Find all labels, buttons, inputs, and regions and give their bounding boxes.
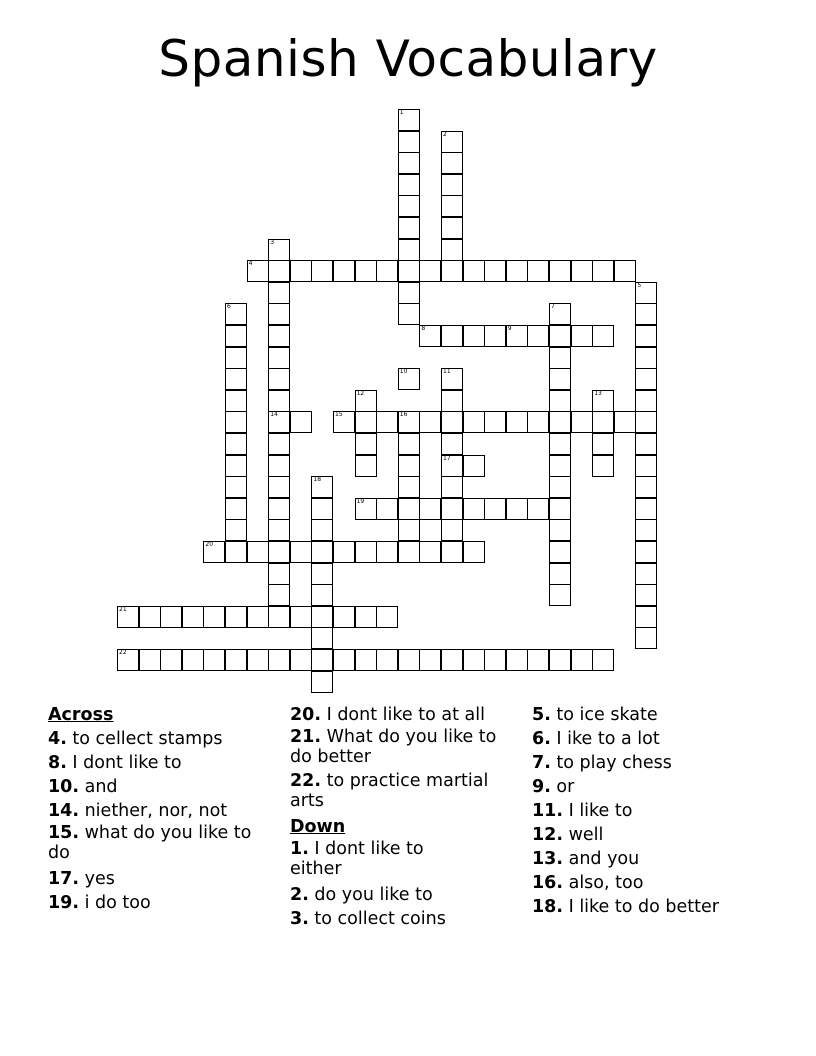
grid-cell[interactable]	[355, 455, 377, 477]
grid-cell[interactable]	[398, 303, 420, 325]
grid-cell-number: 6	[227, 303, 231, 311]
grid-cell-number: 17	[443, 454, 451, 462]
grid-cell[interactable]	[376, 541, 398, 563]
grid-cell[interactable]	[376, 260, 398, 282]
page-title: Spanish Vocabulary	[158, 30, 658, 88]
grid-cell[interactable]	[182, 606, 204, 628]
clue-down-11: 11. I like to	[532, 801, 633, 821]
grid-cell[interactable]	[376, 606, 398, 628]
grid-cell[interactable]	[398, 455, 420, 477]
grid-cell[interactable]	[549, 411, 571, 433]
grid-cell-number: 13	[594, 389, 602, 397]
grid-cell[interactable]	[268, 563, 290, 585]
grid-cell[interactable]	[376, 498, 398, 520]
grid-cell[interactable]	[311, 541, 333, 563]
grid-cell[interactable]	[268, 584, 290, 606]
down-heading: Down	[290, 817, 346, 837]
grid-cell[interactable]	[398, 541, 420, 563]
clue-down-16: 16. also, too	[532, 873, 644, 893]
grid-cell[interactable]	[225, 433, 247, 455]
grid-cell[interactable]	[398, 411, 420, 433]
grid-cell[interactable]	[311, 563, 333, 585]
clue-across-4: 4. to cellect stamps	[48, 729, 223, 749]
grid-cell[interactable]	[225, 390, 247, 412]
grid-cell[interactable]	[290, 260, 312, 282]
grid-cell[interactable]	[333, 606, 355, 628]
grid-cell[interactable]	[549, 390, 571, 412]
grid-cell[interactable]	[441, 260, 463, 282]
grid-cell[interactable]	[398, 368, 420, 390]
grid-cell[interactable]	[376, 411, 398, 433]
grid-cell[interactable]	[527, 260, 549, 282]
grid-cell[interactable]	[398, 195, 420, 217]
grid-cell[interactable]	[355, 541, 377, 563]
grid-cell[interactable]	[441, 541, 463, 563]
grid-cell[interactable]	[635, 498, 657, 520]
grid-cell[interactable]	[592, 455, 614, 477]
grid-cell-number: 11	[443, 368, 451, 376]
grid-cell[interactable]	[441, 498, 463, 520]
grid-cell[interactable]	[441, 476, 463, 498]
grid-cell-number: 5	[637, 281, 642, 289]
grid-cell[interactable]	[268, 519, 290, 541]
grid-cell[interactable]	[635, 303, 657, 325]
grid-cell[interactable]	[549, 303, 571, 325]
grid-cell[interactable]	[333, 649, 355, 671]
grid-cell[interactable]	[117, 649, 139, 671]
grid-cell[interactable]	[268, 541, 290, 563]
grid-cell[interactable]	[592, 390, 614, 412]
grid-cell[interactable]	[225, 411, 247, 433]
grid-cell[interactable]	[463, 498, 485, 520]
grid-cell-number: 4	[248, 260, 253, 268]
grid-cell-number: 18	[313, 476, 322, 484]
clue-across-19: 19. i do too	[48, 893, 151, 913]
grid-cell[interactable]	[268, 239, 290, 261]
grid-cell[interactable]	[225, 476, 247, 498]
grid-cell[interactable]	[311, 498, 333, 520]
grid-cell-number: 15	[335, 411, 343, 419]
grid-cell[interactable]	[225, 368, 247, 390]
grid-cell[interactable]	[441, 152, 463, 174]
clues-column-2	[290, 703, 515, 931]
grid-cell[interactable]	[441, 217, 463, 239]
grid-cell[interactable]	[311, 260, 333, 282]
grid-cell[interactable]	[549, 541, 571, 563]
grid-cell[interactable]	[311, 584, 333, 606]
grid-cell[interactable]	[311, 476, 333, 498]
grid-cell[interactable]	[311, 519, 333, 541]
grid-cell[interactable]	[592, 433, 614, 455]
grid-cell-number: 20	[205, 541, 214, 548]
grid-cell[interactable]	[484, 260, 506, 282]
grid-cell[interactable]	[290, 411, 312, 433]
grid-cell[interactable]	[398, 131, 420, 153]
grid-cell[interactable]	[333, 260, 355, 282]
grid-cell[interactable]	[441, 519, 463, 541]
grid-cell[interactable]	[290, 649, 312, 671]
grid-cell[interactable]	[225, 303, 247, 325]
grid-cell[interactable]	[506, 649, 528, 671]
grid-cell[interactable]	[203, 606, 225, 628]
grid-cell[interactable]	[571, 325, 593, 347]
grid-cell[interactable]	[268, 390, 290, 412]
grid-cell[interactable]	[571, 649, 593, 671]
grid-cell[interactable]	[463, 411, 485, 433]
grid-cell[interactable]	[614, 411, 636, 433]
grid-cell[interactable]	[549, 433, 571, 455]
grid-cell[interactable]	[441, 325, 463, 347]
grid-cell[interactable]	[333, 541, 355, 563]
grid-cell[interactable]	[225, 498, 247, 520]
grid-cell[interactable]	[549, 584, 571, 606]
grid-cell[interactable]	[398, 239, 420, 261]
grid-cell[interactable]	[225, 541, 247, 563]
clues-column-1	[48, 703, 278, 915]
grid-cell[interactable]	[376, 649, 398, 671]
grid-cell[interactable]	[355, 260, 377, 282]
grid-cell[interactable]	[225, 606, 247, 628]
grid-cell[interactable]	[419, 411, 441, 433]
grid-cell[interactable]	[506, 411, 528, 433]
grid-cell[interactable]	[355, 649, 377, 671]
grid-cell[interactable]	[290, 606, 312, 628]
clue-across-20: 20. I dont like to at all	[290, 705, 485, 725]
grid-cell[interactable]	[506, 498, 528, 520]
grid-cell[interactable]	[290, 541, 312, 563]
grid-cell[interactable]	[203, 541, 225, 563]
grid-cell[interactable]	[635, 433, 657, 455]
grid-cell[interactable]	[441, 239, 463, 261]
grid-cell[interactable]	[355, 433, 377, 455]
grid-cell[interactable]	[484, 411, 506, 433]
grid-cell-number: 8	[421, 325, 426, 332]
grid-cell[interactable]	[635, 563, 657, 585]
grid-cell[interactable]	[527, 649, 549, 671]
grid-cell[interactable]	[635, 606, 657, 628]
grid-cell[interactable]	[225, 649, 247, 671]
grid-cell[interactable]	[398, 217, 420, 239]
grid-cell[interactable]	[635, 541, 657, 563]
grid-cell[interactable]	[549, 455, 571, 477]
grid-cell[interactable]	[635, 411, 657, 433]
grid-cell[interactable]	[635, 325, 657, 347]
grid-cell[interactable]	[268, 649, 290, 671]
grid-cell[interactable]	[549, 476, 571, 498]
grid-cell[interactable]	[247, 260, 269, 282]
grid-cell-number: 3	[270, 238, 275, 246]
grid-cell[interactable]	[549, 368, 571, 390]
grid-cell[interactable]	[268, 498, 290, 520]
clue-across-22: 22. to practice martial arts	[290, 771, 489, 811]
grid-cell-number: 1	[399, 109, 404, 116]
grid-cell[interactable]	[268, 347, 290, 369]
grid-cell-number: 7	[551, 303, 555, 311]
grid-cell[interactable]	[398, 498, 420, 520]
clue-down-18: 18. I like to do better	[532, 897, 719, 917]
clue-down-12: 12. well	[532, 825, 604, 845]
grid-cell[interactable]	[268, 325, 290, 347]
grid-cell[interactable]	[635, 368, 657, 390]
grid-cell[interactable]	[333, 411, 355, 433]
grid-cell-number: 21	[119, 605, 127, 613]
grid-cell[interactable]	[441, 433, 463, 455]
grid-cell[interactable]	[247, 649, 269, 671]
grid-cell[interactable]	[311, 671, 333, 693]
grid-cell[interactable]	[506, 325, 528, 347]
grid-cell-number: 16	[399, 411, 408, 419]
grid-cell[interactable]	[441, 649, 463, 671]
grid-cell[interactable]	[268, 476, 290, 498]
grid-cell[interactable]	[441, 368, 463, 390]
clue-across-21: 21. What do you like to do better	[290, 727, 497, 767]
grid-cell[interactable]	[398, 174, 420, 196]
grid-cell-number: 10	[399, 368, 408, 376]
grid-cell[interactable]	[635, 455, 657, 477]
grid-cell-number: 9	[507, 325, 512, 332]
grid-cell[interactable]	[635, 627, 657, 649]
clue-down-9: 9. or	[532, 777, 575, 797]
grid-cell[interactable]	[549, 498, 571, 520]
grid-cell[interactable]	[441, 131, 463, 153]
grid-cell[interactable]	[311, 649, 333, 671]
grid-cell[interactable]	[247, 541, 269, 563]
grid-cell[interactable]	[484, 325, 506, 347]
grid-cell[interactable]	[160, 606, 182, 628]
grid-cell[interactable]	[441, 195, 463, 217]
clue-across-8: 8. I dont like to	[48, 753, 182, 773]
clue-across-14: 14. niether, nor, not	[48, 801, 228, 821]
grid-cell[interactable]	[419, 541, 441, 563]
grid-cell[interactable]	[398, 433, 420, 455]
grid-cell[interactable]	[549, 347, 571, 369]
grid-cell[interactable]	[268, 411, 290, 433]
grid-cell[interactable]	[635, 476, 657, 498]
grid-cell[interactable]	[355, 411, 377, 433]
clue-down-1: 1. I dont like to either	[290, 839, 424, 879]
grid-cell[interactable]	[355, 390, 377, 412]
grid-cell[interactable]	[463, 325, 485, 347]
grid-cell[interactable]	[463, 260, 485, 282]
grid-cell[interactable]	[398, 519, 420, 541]
grid-cell[interactable]	[527, 411, 549, 433]
clue-down-6: 6. I ike to a lot	[532, 729, 660, 749]
grid-cell[interactable]	[225, 455, 247, 477]
grid-cell[interactable]	[441, 411, 463, 433]
grid-cell[interactable]	[160, 649, 182, 671]
clue-across-17: 17. yes	[48, 869, 115, 889]
grid-cell[interactable]	[441, 455, 463, 477]
grid-cell[interactable]	[398, 282, 420, 304]
grid-cell[interactable]	[139, 649, 161, 671]
grid-cell[interactable]	[268, 282, 290, 304]
grid-cell[interactable]	[592, 411, 614, 433]
grid-cell[interactable]	[635, 390, 657, 412]
grid-cell[interactable]	[441, 174, 463, 196]
grid-cell-number: 12	[356, 389, 365, 397]
grid-cell[interactable]	[355, 498, 377, 520]
clue-down-3: 3. to collect coins	[290, 909, 446, 929]
grid-cell-number: 22	[119, 649, 127, 656]
grid-cell[interactable]	[398, 152, 420, 174]
grid-cell[interactable]	[527, 325, 549, 347]
grid-cell[interactable]	[268, 455, 290, 477]
grid-cell[interactable]	[268, 303, 290, 325]
grid-cell[interactable]	[139, 606, 161, 628]
grid-cell[interactable]	[635, 282, 657, 304]
grid-cell-number: 19	[356, 497, 365, 505]
grid-cell[interactable]	[203, 649, 225, 671]
grid-cell[interactable]	[484, 649, 506, 671]
grid-cell[interactable]	[571, 411, 593, 433]
grid-cell[interactable]	[398, 109, 420, 131]
grid-cell[interactable]	[463, 649, 485, 671]
grid-cell[interactable]	[225, 347, 247, 369]
clue-down-7: 7. to play chess	[532, 753, 672, 773]
grid-cell[interactable]	[635, 584, 657, 606]
grid-cell[interactable]	[463, 455, 485, 477]
grid-cell[interactable]	[614, 260, 636, 282]
grid-cell[interactable]	[549, 325, 571, 347]
grid-cell[interactable]	[592, 649, 614, 671]
clue-down-2: 2. do you like to	[290, 885, 433, 905]
grid-cell[interactable]	[419, 498, 441, 520]
grid-cell[interactable]	[355, 606, 377, 628]
grid-cell[interactable]	[419, 649, 441, 671]
grid-cell[interactable]	[527, 498, 549, 520]
grid-cell[interactable]	[592, 260, 614, 282]
grid-cell[interactable]	[398, 260, 420, 282]
grid-cell[interactable]	[419, 260, 441, 282]
grid-cell[interactable]	[549, 563, 571, 585]
grid-cell[interactable]	[311, 627, 333, 649]
clue-across-10: 10. and	[48, 777, 118, 797]
grid-cell[interactable]	[549, 519, 571, 541]
grid-cell[interactable]	[247, 606, 269, 628]
grid-cell[interactable]	[268, 433, 290, 455]
grid-cell[interactable]	[268, 368, 290, 390]
across-heading: Across	[48, 705, 114, 725]
grid-cell[interactable]	[592, 325, 614, 347]
grid-cell[interactable]	[268, 260, 290, 282]
grid-cell-number: 2	[443, 130, 447, 138]
grid-cell[interactable]	[506, 260, 528, 282]
grid-cell[interactable]	[484, 498, 506, 520]
grid-cell[interactable]	[549, 649, 571, 671]
grid-cell[interactable]	[311, 606, 333, 628]
grid-cell[interactable]	[571, 260, 593, 282]
grid-cell[interactable]	[117, 606, 139, 628]
grid-cell[interactable]	[441, 390, 463, 412]
grid-cell[interactable]	[398, 649, 420, 671]
clues-column-3	[532, 703, 802, 919]
grid-cell[interactable]	[549, 260, 571, 282]
clue-down-13: 13. and you	[532, 849, 640, 869]
grid-cell[interactable]	[419, 325, 441, 347]
grid-cell-number: 14	[270, 411, 278, 419]
grid-cell[interactable]	[463, 541, 485, 563]
grid-cell[interactable]	[635, 519, 657, 541]
grid-cell[interactable]	[398, 476, 420, 498]
grid-cell[interactable]	[182, 649, 204, 671]
grid-cell[interactable]	[268, 606, 290, 628]
clue-down-5: 5. to ice skate	[532, 705, 658, 725]
clue-across-15: 15. what do you like to do	[48, 823, 252, 863]
grid-cell[interactable]	[225, 325, 247, 347]
grid-cell[interactable]	[635, 347, 657, 369]
grid-cell[interactable]	[225, 519, 247, 541]
